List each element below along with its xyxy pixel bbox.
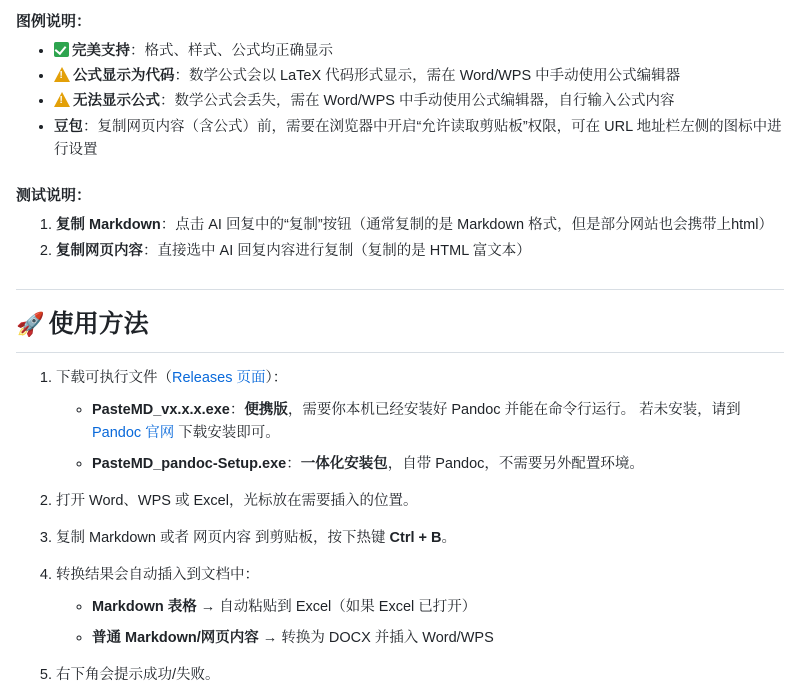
legend-list (16, 40, 784, 162)
list-item (92, 627, 784, 650)
test-section-title: 测试说明： (16, 186, 92, 204)
list-item (56, 214, 784, 237)
legend-item-text: 数学公式会以 LaTeX 代码形式显示，需在 Word/WPS 中手动使用公式编辑器 (189, 68, 681, 85)
list-item (56, 527, 784, 550)
list-item (54, 116, 784, 162)
file-name: PasteMD_vx.x.x.exe (92, 401, 230, 418)
legend-item-text: 复制网页内容（含公式）前，需要在浏览器中开启“允许读取剪贴板”权限，可在 URL 地址栏左侧的图标中进行设置 (54, 118, 782, 158)
legend-section-title: 图例说明： (16, 13, 92, 30)
behavior-label: Markdown 表格 (92, 598, 197, 615)
variant-text: ，自带 Pandoc，不需要另外配置环境。 (387, 455, 644, 472)
insert-behavior-list (56, 596, 784, 650)
variant-label: 便携版 (244, 401, 288, 418)
list-item (92, 399, 784, 445)
test-item-label: 复制网页内容 (56, 243, 143, 260)
legend-item-sep: ： (160, 93, 175, 110)
list-item (56, 564, 784, 650)
usage-step-list (16, 367, 784, 687)
list-item (92, 453, 784, 476)
sep: ： (286, 455, 301, 472)
list-item (92, 596, 784, 619)
legend-item-label: 无法显示公式 (73, 93, 160, 110)
section-divider (16, 289, 784, 290)
document-page (0, 10, 800, 687)
variant-label: 一体化安装包 (300, 455, 388, 472)
legend-item-sep: ： (174, 68, 189, 85)
list-item (56, 664, 784, 687)
step2-text: 打开 Word、WPS 或 Excel，光标放在需要插入的位置。 (56, 493, 418, 510)
legend-item-text: 格式、样式、公式均正确显示 (144, 43, 333, 59)
test-list (16, 214, 784, 263)
rocket-icon: 🚀 (16, 311, 45, 338)
releases-page-link[interactable]: Releases 页面 (172, 370, 266, 387)
step5-text: 右下角会提示成功/失败。 (56, 667, 220, 683)
usage-title-text: 使用方法 (48, 310, 149, 339)
step3-text-a: 复制 Markdown 或者 网页内容 到剪贴板，按下热键 (56, 530, 390, 547)
list-item (54, 40, 784, 63)
list-item (56, 490, 784, 513)
legend-item-text: 数学公式会丢失，需在 Word/WPS 中手动使用公式编辑器，自行输入公式内容 (174, 93, 675, 110)
warning-triangle-icon (54, 67, 70, 82)
legend-item-sep: ： (130, 43, 145, 59)
legend-item-label: 豆包 (54, 118, 83, 135)
file-name: PasteMD_pandoc-Setup.exe (92, 455, 287, 472)
step4-text: 转换结果会自动插入到文档中： (56, 567, 259, 584)
variant-text-tail: 下载安装即可。 (174, 424, 280, 441)
sep: ： (229, 401, 245, 418)
behavior-label: 普通 Markdown/网页内容 (92, 629, 259, 646)
pandoc-site-link[interactable]: Pandoc 官网 (92, 424, 175, 441)
legend-item-label: 完美支持 (72, 43, 130, 59)
step1-suffix: ）： (265, 370, 288, 387)
step1-prefix: 下载可执行文件（ (56, 370, 172, 387)
list-item (56, 240, 784, 263)
behavior-text: → 转换为 DOCX 并插入 Word/WPS (258, 629, 494, 646)
list-item (56, 367, 784, 476)
test-item-label: 复制 Markdown (56, 216, 161, 233)
behavior-text: → 自动粘贴到 Excel（如果 Excel 已打开） (196, 598, 477, 615)
variant-text: ，需要你本机已经安装好 Pandoc 并能在命令行运行。 若未安装，请到 (287, 401, 741, 418)
test-item-text: 直接选中 AI 回复内容进行复制（复制的是 HTML 富文本） (157, 243, 531, 260)
list-item (54, 65, 784, 88)
test-item-text: 点击 AI 回复中的“复制”按钮（通常复制的是 Markdown 格式，但是部分网站也会携带上html） (175, 216, 773, 233)
list-item (54, 90, 784, 113)
hotkey-label: Ctrl + B (389, 530, 442, 547)
step3-text-b: 。 (441, 530, 456, 547)
warning-triangle-icon (54, 92, 70, 107)
test-item-sep: ： (143, 243, 158, 260)
legend-item-label: 公式显示为代码 (73, 68, 175, 85)
download-options-list (56, 399, 784, 477)
check-square-icon (54, 42, 69, 57)
test-item-sep: ： (160, 216, 176, 233)
legend-item-sep: ： (83, 118, 98, 135)
page-title (16, 304, 784, 353)
